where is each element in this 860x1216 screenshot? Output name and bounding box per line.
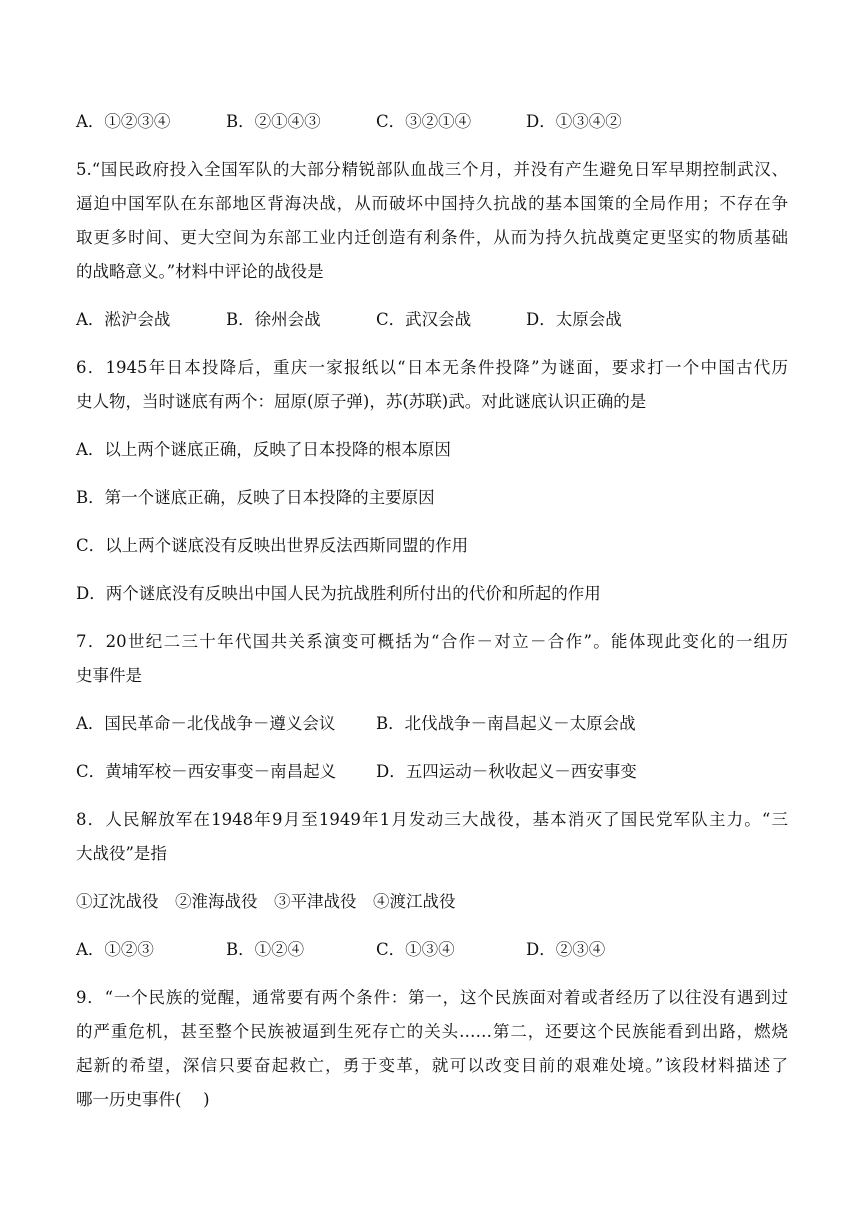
q5-stem-line-4: 的战略意义。”材料中评论的战役是 (76, 262, 324, 281)
q5-stem-line-2: 逼迫中国军队在东部地区背海决战，从而破坏中国持久抗战的基本国策的全局作用；不存在争 (76, 194, 788, 213)
q7-option-b[interactable]: B．北伐战争－南昌起义－太原会战 (376, 714, 636, 733)
q7-option-c[interactable]: C．黄埔军校－西安事变－南昌起义 (76, 762, 337, 781)
q7-stem-line-1: 7．20世纪二三十年代国共关系演变可概括为“合作－对立－合作”。能体现此变化的一组历 (76, 632, 788, 651)
q5-stem-line-3: 取更多时间、更大空间为东部工业内迁创造有利条件，从而为持久抗战奠定更坚实的物质基础 (76, 228, 788, 247)
q8-option-d[interactable]: D．②③④ (526, 940, 606, 959)
q7-option-d[interactable]: D．五四运动－秋收起义－西安事变 (376, 762, 637, 781)
q6-option-d-text: D．两个谜底没有反映出中国人民为抗战胜利所付出的代价和所起的作用 (76, 584, 601, 603)
q9-stem-line-1: 9．“一个民族的觉醒，通常要有两个条件：第一，这个民族面对着或者经历了以往没有遇到过 (76, 988, 788, 1007)
q5-option-a[interactable]: A．淞沪会战 (76, 310, 171, 329)
q4-option-d[interactable]: D．①③④② (526, 112, 622, 131)
q6-stem-line-2: 史人物，当时谜底有两个：屈原(原子弹)，苏(苏联)武。对此谜底认识正确的是 (76, 392, 647, 411)
q9-stem-line-3: 起新的希望，深信只要奋起救亡，勇于变革，就可以改变目前的艰难处境。”该段材料描述了 (76, 1056, 788, 1075)
q6-option-a-text: A．以上两个谜底正确，反映了日本投降的根本原因 (76, 440, 451, 459)
q8-option-b[interactable]: B．①②④ (226, 940, 305, 959)
q8-stem-line-2: 大战役”是指 (76, 844, 167, 863)
q8-option-a[interactable]: A．①②③ (76, 940, 154, 959)
q4-option-a[interactable]: A．①②③④ (76, 112, 171, 131)
q4-option-c[interactable]: C．③②①④ (376, 112, 472, 131)
q9-stem-line-4: 哪一历史事件( ) (76, 1090, 210, 1109)
q8-option-c[interactable]: C．①③④ (376, 940, 455, 959)
q7-stem-line-2: 史事件是 (76, 666, 142, 685)
q5-option-b[interactable]: B．徐州会战 (226, 310, 321, 329)
q6-option-b-text: B．第一个谜底正确，反映了日本投降的主要原因 (76, 488, 435, 507)
q7-option-a[interactable]: A．国民革命－北伐战争－遵义会议 (76, 714, 336, 733)
q8-stem-line-1: 8．人民解放军在1948年9月至1949年1月发动三大战役，基本消灭了国民党军队主力。“三 (76, 810, 788, 829)
q6-stem-line-1: 6．1945年日本投降后，重庆一家报纸以“日本无条件投降”为谜面，要求打一个中国古代历 (76, 358, 788, 377)
q5-stem-line-1: 5.“国民政府投入全国军队的大部分精锐部队血战三个月，并没有产生避免日军早期控制武汉、 (76, 160, 788, 179)
q4-option-b[interactable]: B．②①④③ (226, 112, 321, 131)
q5-option-d[interactable]: D．太原会战 (526, 310, 622, 329)
q6-option-c-text: C．以上两个谜底没有反映出世界反法西斯同盟的作用 (76, 536, 469, 555)
q5-option-c[interactable]: C．武汉会战 (376, 310, 472, 329)
q9-stem-line-2: 的严重危机，甚至整个民族被逼到生死存亡的关头……第二，还要这个民族能看到出路，燃烧 (76, 1022, 788, 1041)
q8-items-text: ①辽沈战役 ②淮海战役 ③平津战役 ④渡江战役 (76, 892, 456, 911)
